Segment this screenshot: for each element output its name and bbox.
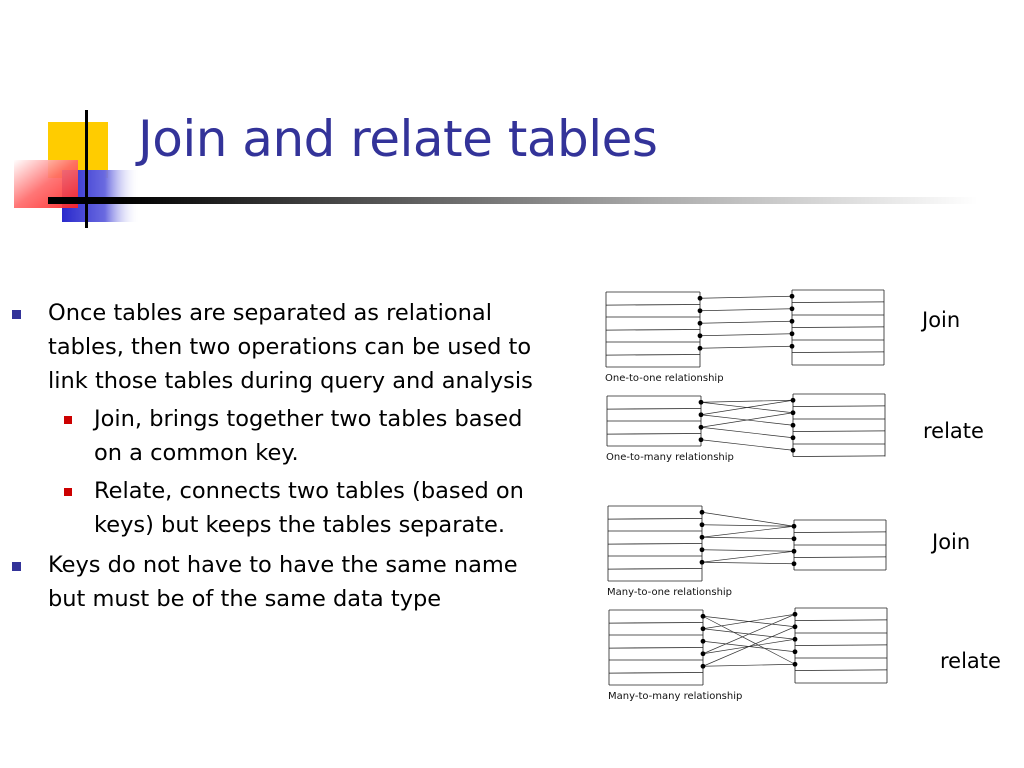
key-dot [700,510,705,515]
table-line [606,330,700,331]
table-line [609,673,703,674]
table-line [795,620,887,621]
panel-caption: One-to-many relationship [606,452,734,463]
sub-bullet-text: Relate, connects two tables (based on keys) but keeps the tables separate. [94,478,524,538]
slide-title: Join and relate tables [138,110,658,168]
key-dot [699,437,704,442]
relationship-link [703,664,795,666]
table-line [608,519,702,520]
key-dot [701,664,706,669]
key-dot [700,535,705,540]
sub-bullet-item [48,402,540,470]
key-dot [792,549,797,554]
table-line [607,409,701,410]
key-dot [699,412,704,417]
relationship-link [703,614,795,629]
panel-caption: One-to-one relationship [605,373,724,384]
relationship-link [700,309,792,311]
relationship-link [701,400,793,402]
key-dot [700,560,705,565]
key-dot [790,331,795,336]
bullet-item [10,296,540,542]
relationship-link [701,400,793,415]
key-dot [700,547,705,552]
table-line [608,569,702,570]
table-line [606,305,700,306]
panel-caption: Many-to-one relationship [607,587,733,598]
key-dot [792,536,797,541]
table-line [609,648,703,649]
key-dot [701,614,706,619]
table-line [795,670,887,671]
key-dot [793,612,798,617]
sub-bullet-item [48,474,540,542]
table-line [792,302,884,303]
table-line [793,431,885,432]
table-line [792,352,884,353]
key-dot [701,651,706,656]
key-dot [700,522,705,527]
relationship-link [702,537,794,539]
key-dot [698,346,703,351]
vertical-bar [85,110,88,228]
relationship-link [700,296,792,298]
sub-bullet-list [48,402,540,542]
relationship-diagram [596,282,896,712]
bullet-item [10,548,540,616]
key-dot [698,321,703,326]
one-to-many-panel [606,394,885,463]
key-dot [793,662,798,667]
relationship-link [700,321,792,323]
operation-label-join: Join [932,530,971,554]
table-line [792,327,884,328]
key-dot [793,624,798,629]
key-dot [793,637,798,642]
key-dot [790,294,795,299]
panel-caption: Many-to-many relationship [608,691,743,702]
corner-decoration [0,0,160,240]
relationship-link [701,427,793,438]
relationship-link [702,512,794,526]
table-line [609,623,703,624]
relationship-link [703,627,795,667]
relationship-link [700,346,792,348]
many-to-many-panel [608,608,887,702]
relationship-link [702,562,794,564]
table-line [608,544,702,545]
key-dot [701,639,706,644]
bullet-text: Once tables are separated as relational tables, then two operations can be used to link those tables during query and analysis [48,300,533,394]
key-dot [791,398,796,403]
table-line [607,434,701,435]
relationship-link [700,334,792,336]
key-dot [791,435,796,440]
table-line [793,456,885,457]
key-dot [790,344,795,349]
title-underline [48,197,978,204]
many-to-one-panel [607,506,886,598]
key-dot [790,306,795,311]
key-dot [701,626,706,631]
operation-label-join: Join [922,308,961,332]
relationship-link [701,413,793,428]
key-dot [699,425,704,430]
key-dot [699,400,704,405]
relationship-link [703,614,795,654]
bullet-list [10,296,540,620]
table-line [795,645,887,646]
table-line [606,355,700,356]
key-dot [698,296,703,301]
key-dot [698,308,703,313]
table-line [794,532,886,533]
key-dot [791,448,796,453]
relationship-link [703,616,795,664]
sub-bullet-text: Join, brings together two tables based on a common key. [94,406,523,466]
key-dot [790,319,795,324]
table-line [793,406,885,407]
key-dot [792,524,797,529]
key-dot [791,410,796,415]
relationship-link [701,440,793,451]
key-dot [698,333,703,338]
bullet-text: Keys do not have to have the same name but must be of the same data type [48,552,518,612]
key-dot [792,561,797,566]
relationship-link [702,526,794,537]
relationship-link [702,525,794,527]
table-line [794,557,886,558]
operation-label-relate: relate [923,419,984,443]
relationship-link [702,551,794,562]
key-dot [791,423,796,428]
key-dot [793,649,798,654]
one-to-one-panel [605,290,884,384]
operation-label-relate: relate [940,649,1001,673]
relationship-link [702,550,794,552]
